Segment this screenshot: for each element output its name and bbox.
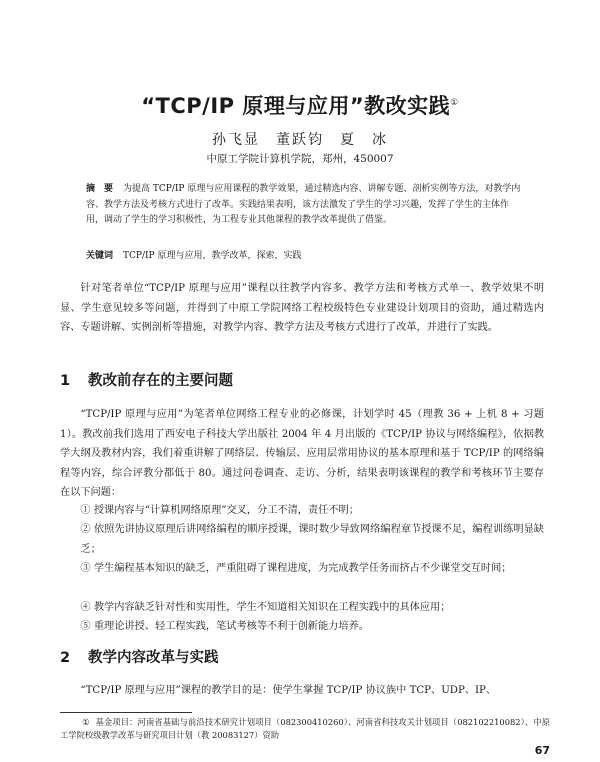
abstract-label: 摘 要 xyxy=(86,184,114,194)
affiliation: 中原工学院计算机学院，郑州，450007 xyxy=(206,153,394,165)
section-2-heading xyxy=(60,646,544,667)
section-1-paragraph: “TCP/IP 原理与应用”为笔者单位网络工程专业的必修课，计划学时 45（理教 36 + 上机 8 + 习题 1）。教改前我们选用了西安电子科技大学出版社 2004 年 4 月出版的《TCP/IP 协议与网络编程》，依据教学大纲及教材内容，我们着重讲解了网络层、传输层、应用层常用协议的基本原理和基于 TCP/IP 的网络编程等内容，综合评教分都低于 80。通过问卷调查、走访、分析，结果表明该课程的教学和考核环节主要存在以下问题： xyxy=(60,409,544,498)
footnote-text: 基金项目：河南省基础与前沿技术研究计划项目（082300410260）、河南省科技攻关计划项目（082102210082）、中原工学院校级教学改革与研究项目计划（教 20083127）资助 xyxy=(60,717,550,740)
authors: 孙飞显 董跃钧 夏 冰 xyxy=(212,132,388,148)
keywords xyxy=(86,249,526,263)
title-footnote-mark: ① xyxy=(450,98,459,108)
section-1-title: 教改前存在的主要问题 xyxy=(88,373,233,389)
footnote-divider xyxy=(60,712,192,713)
abstract xyxy=(86,182,526,229)
section-1-number: 1 xyxy=(60,373,71,389)
problem-item-4: ④ 教学内容缺乏针对性和实用性，学生不知道相关知识在工程实践中的具体应用； xyxy=(80,602,451,613)
problem-item-3: ③ 学生编程基本知识的缺乏，严重阻碍了课程进度，为完成教学任务而挤占不少课堂交互时间； xyxy=(80,563,512,574)
section-2-title: 教学内容改革与实践 xyxy=(88,650,219,666)
problem-item-1: ① 授课内容与“计算机网络原理”交叉，分工不清，责任不明； xyxy=(80,505,359,516)
keywords-label: 关键词 xyxy=(86,251,114,261)
section-2-number: 2 xyxy=(60,650,71,666)
footnote xyxy=(60,716,550,742)
problem-item-2: ② 依照先讲协议原理后讲网络编程的顺序授课，课时数少导致网络编程章节授课不足，编程训练明显缺乏； xyxy=(80,524,544,555)
section-1-heading xyxy=(60,369,544,390)
page-number: 67 xyxy=(534,744,550,757)
footnote-mark: ① xyxy=(82,717,90,727)
intro-paragraph: 针对笔者单位“TCP/IP 原理与应用”课程以往教学内容多、教学方法和考核方式单一、教学效果不明显、学生意见较多等问题，并得到了中原工学院网络工程校级特色专业建设计划项目的资助，通过精选内容、专题讲解、实例剖析等措施，对教学内容、教学方法及考核方式进行了改革，并进行了实践。 xyxy=(60,283,544,333)
problem-item-5: ⑤ 重理论讲授、轻工程实践，笔试考核等不利于创新能力培养。 xyxy=(80,621,369,632)
paper-title xyxy=(0,90,600,120)
section-2-paragraph: “TCP/IP 原理与应用”课程的教学目的是：使学生掌握 TCP/IP 协议族中 TCP、UDP、IP、 xyxy=(80,685,497,696)
abstract-text: 为提高 TCP/IP 原理与应用课程的教学效果，通过精选内容、讲解专题、剖析实例等方法，对教学内容、教学方法及考核方式进行了改革。实践结果表明，该方法激发了学生的学习兴趣，发挥了学生的主体作用，调动了学生的学习积极性，为工程专业其他课程的教学改革提供了借鉴。 xyxy=(86,184,521,225)
keywords-text: TCP/IP 原理与应用，教学改革，探索，实践 xyxy=(123,251,302,261)
title-text: “TCP/IP 原理与应用”教改实践 xyxy=(141,94,451,118)
